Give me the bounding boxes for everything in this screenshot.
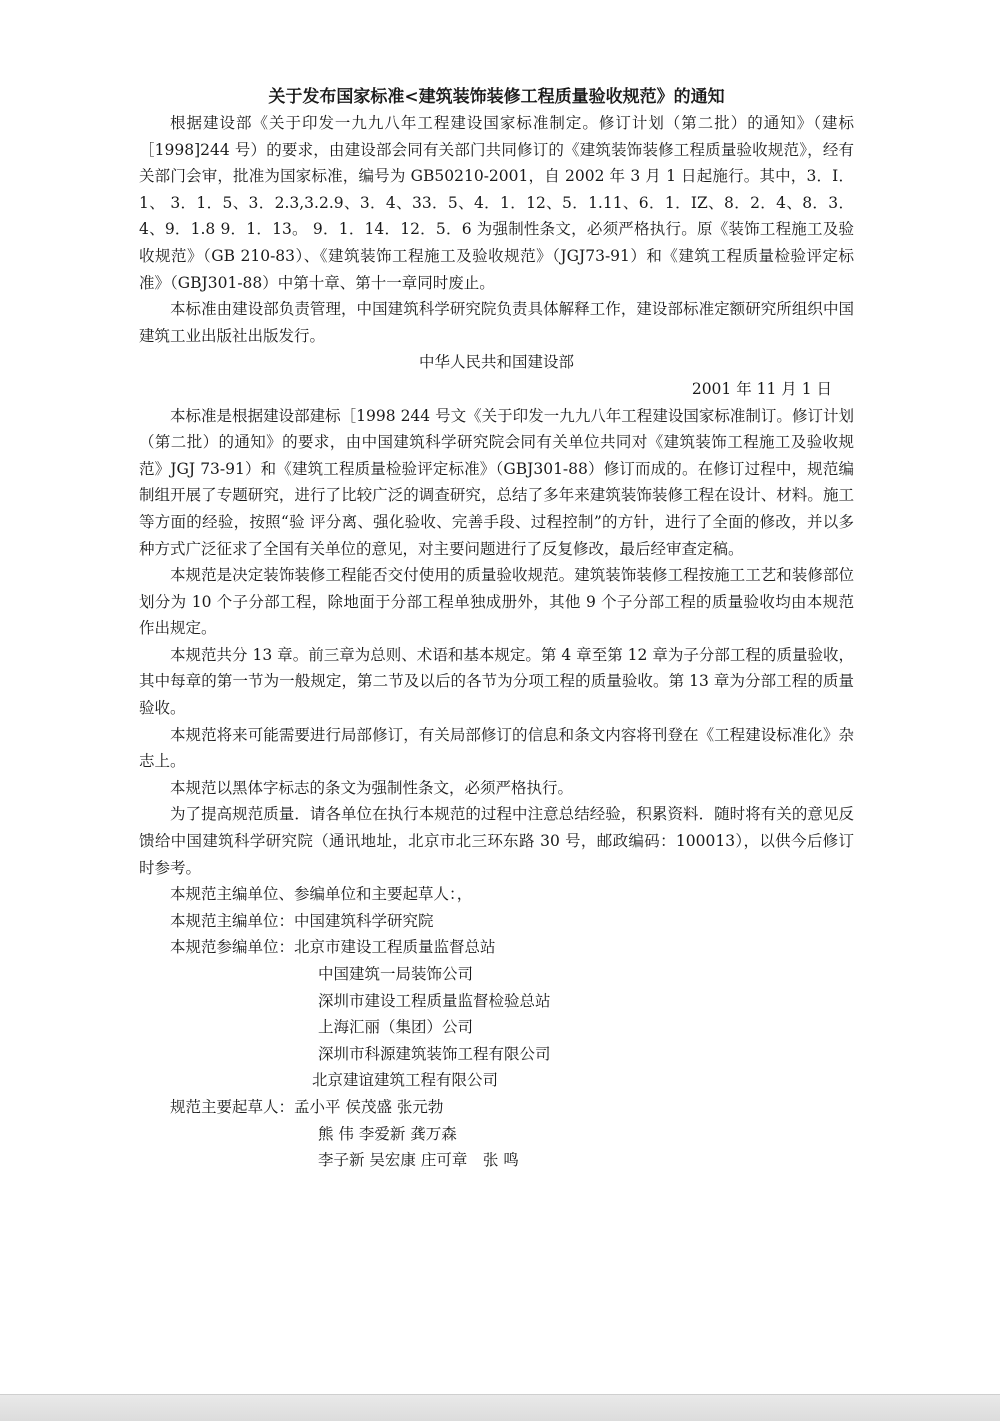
chief-unit-label: 本规范主编单位： bbox=[170, 911, 295, 930]
co-unit-name: 深圳市建设工程质量监督检验总站 bbox=[318, 991, 551, 1010]
drafter-names: 孟小平 侯茂盛 张元勃 bbox=[294, 1097, 444, 1116]
co-unit-name: 中国建筑一局装饰公司 bbox=[318, 965, 474, 983]
preface-paragraph: 本规范将来可能需要进行局部修订，有关局部修订的信息和条文内容将刊登在《工程建设标准化》杂志上。 bbox=[139, 725, 854, 771]
drafter-names: 李子新 吴宏康 庄可章 张 鸣 bbox=[318, 1151, 519, 1170]
co-unit-name: 上海汇丽（集团）公司 bbox=[318, 1018, 474, 1037]
issuer: 中华人民共和国建设部 bbox=[418, 353, 574, 372]
preface-paragraph: 本规范是决定装饰装修工程能否交付使用的质量验收规范。建筑装饰装修工程按施工工艺和装修部位划分为 10 个子分部工程，除地面于分部工程单独成册外，其他 9 个子分部工程的质量验收均由本规范作出规定。 bbox=[139, 566, 854, 638]
issue-date: 2001 年 11 月 1 日 bbox=[691, 379, 832, 398]
preface-paragraph: 为了提高规范质量．请各单位在执行本规范的过程中注意总结经验，积累资料．随时将有关的意见反馈给中国建筑科学研究院（通讯地址，北京市北三环东路 30 号，邮政编码：100013），以供今后修订时参考。 bbox=[139, 805, 854, 877]
chief-unit-row bbox=[139, 908, 854, 935]
document-title: 关于发布国家标准<建筑装饰装修工程质量验收规范》的通知 bbox=[268, 87, 725, 107]
drafters-label: 规范主要起草人： bbox=[170, 1097, 295, 1116]
notice-paragraph: 根据建设部《关于印发一九九八年工程建设国家标准制定。修订计划（第二批）的通知》（建标［1998]244 号）的要求，由建设部会同有关部门共同修订的《建筑装饰装修工程质量验收规范》，经有关部门会审，批准为国家标准，编号为 GB50210-2001，自 2002 年 3 月 1 日起施行。其中，3．I．1、 3．1．5、3．2.3,3.2.9、3．4、33．5、4．1．12、5．1.11、6．1．IZ、8．2．4、8．3．4、9．1.8 9．1．13。 9．1．14．12．5．6 为强制性条文，必须严格执行。原《装饰工程施工及验收规范》（GB 210-83）、《建筑装饰工程施工及验收规范》（JGJ73-91）和《建筑工程质量检验评定标准》（GBJ301-88）中第十章、第十一章同时废止。 bbox=[139, 114, 854, 292]
co-unit-row bbox=[139, 934, 854, 961]
co-unit-name: 北京市建设工程质量监督总站 bbox=[294, 938, 496, 957]
co-unit-list bbox=[139, 961, 854, 1094]
preface-paragraph: 本标准是根据建设部建标［1998 244 号文《关于印发一九九八年工程建设国家标准制订。修订计划（第二批）的通知》的要求，由中国建筑科学研究院会同有关单位共同对《建筑装饰工程施工及验收规范》JGJ 73-91）和《建筑工程质量检验评定标准》（GBJ301-88）修订而成的。在修订过程中，规范编制组开展了专题研究，进行了比较广泛的调查研究，总结了多年来建筑装饰装修工程在设计、材料。施工等方面的经验，按照“验 评分离、强化验收、完善手段、过程控制”的方针，进行了全面的修改，并以多种方式广泛征求了全国有关单位的意见，对主要问题进行了反复修改，最后经审查定稿。 bbox=[139, 406, 854, 558]
notice-paragraph: 本标准由建设部负责管理，中国建筑科学研究院负责具体解释工作，建设部标准定额研究所组织中国建筑工业出版社出版发行。 bbox=[139, 300, 854, 345]
drafter-names: 熊 伟 李爱新 龚万森 bbox=[318, 1124, 457, 1143]
document-body bbox=[139, 84, 854, 1174]
co-unit-label: 本规范参编单位： bbox=[170, 938, 295, 957]
co-unit-name: 深圳市科源建筑装饰工程有限公司 bbox=[318, 1044, 551, 1063]
preface-paragraph: 本规范以黑体字标志的条文为强制性条文，必须严格执行。 bbox=[170, 778, 574, 797]
units-intro: 本规范主编单位、参编单位和主要起草人：， bbox=[170, 885, 473, 904]
drafters-row bbox=[139, 1094, 854, 1121]
preface-paragraph: 本规范共分 13 章。前三章为总则、术语和基本规定。第 4 章至第 12 章为子分部工程的质量验收，其中每章的第一节为一般规定，第二节及以后的各节为分项工程的质量验收。第 13 章为分部工程的质量验收。 bbox=[139, 645, 854, 718]
viewer-bottom-bar bbox=[0, 1394, 1000, 1421]
chief-unit-name: 中国建筑科学研究院 bbox=[294, 911, 434, 930]
co-unit-name: 北京建谊建筑工程有限公司 bbox=[312, 1071, 499, 1090]
